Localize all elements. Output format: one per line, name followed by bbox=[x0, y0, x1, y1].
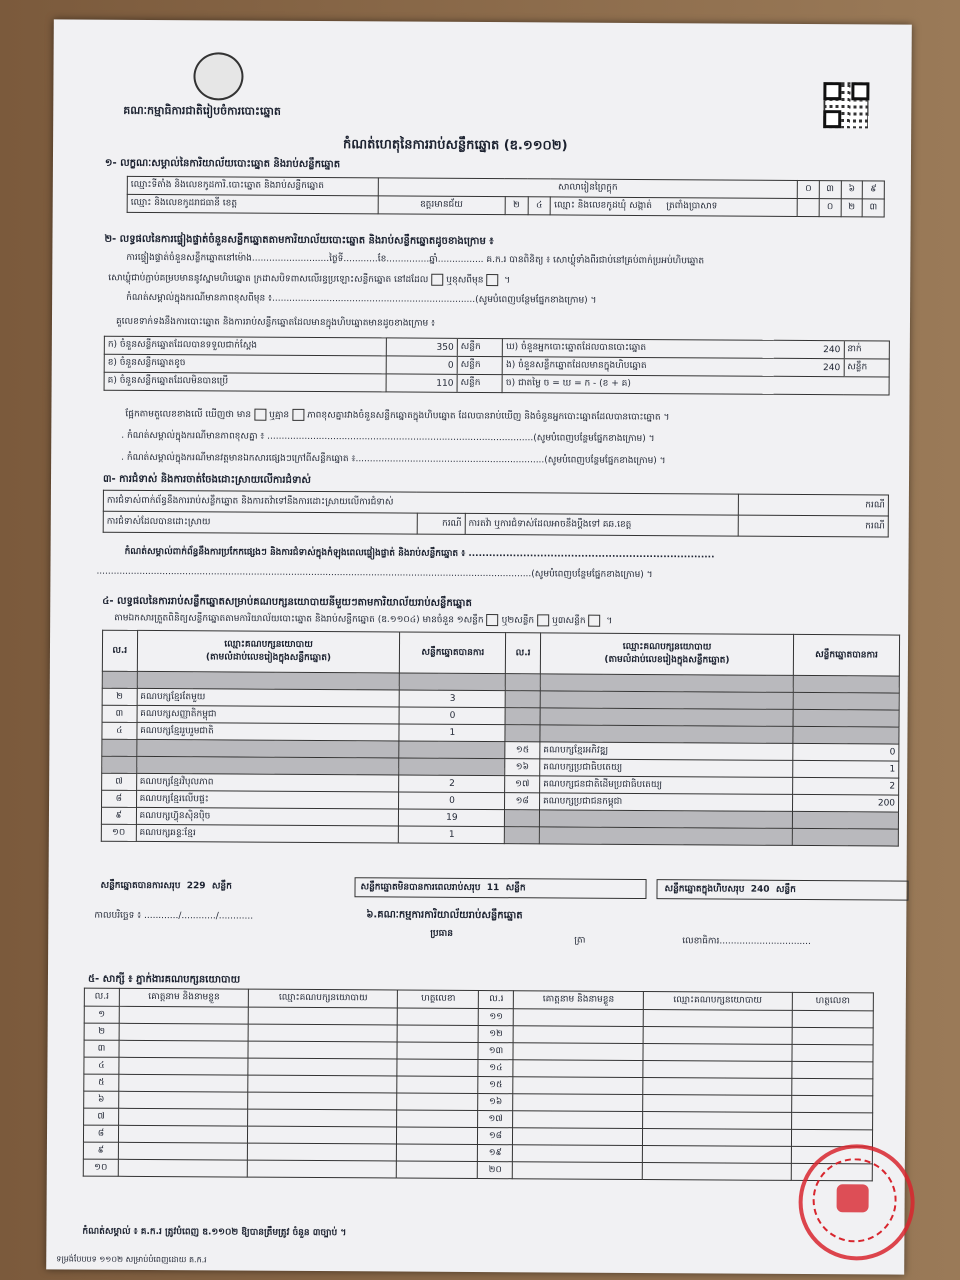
col-votes-header: សន្លឹកឆ្នោតបានការ bbox=[793, 634, 899, 676]
difference-note: . កំណត់សម្គាល់ក្នុងករណីមានភាពខុសគ្នា ៖ .............................................................................................(សូមបំពេញបន្ថែមផ្នែកខាងក្រោម) ។ bbox=[121, 430, 655, 445]
party-name: គណបក្សហ៊្វុនស៊ិនប៉ិច bbox=[136, 807, 399, 826]
party-votes bbox=[793, 675, 899, 693]
party-votes: 1 bbox=[399, 724, 505, 742]
witness-col-party: ឈ្មោះគណបក្សនយោបាយ bbox=[643, 992, 792, 1011]
witness-cell[interactable] bbox=[513, 1162, 643, 1180]
witness-cell[interactable] bbox=[513, 1128, 643, 1146]
form-title: កំណត់ហេតុនៃការរាប់សន្លឹកឆ្នោត (ឌ.១១០២) bbox=[343, 137, 568, 154]
witness-cell[interactable] bbox=[397, 1025, 478, 1042]
commune-label bbox=[551, 197, 798, 217]
row-number bbox=[505, 810, 540, 827]
row-number: ២ bbox=[102, 688, 137, 705]
party-votes bbox=[793, 692, 899, 710]
tally-sheet-text: តាមឯកសារត្រួតពិនិត្យសន្លឹកឆ្នោតតាមការិយាល័យបោះឆ្នោត និងរាប់សន្លឹកឆ្នោត (ឌ.១១០៤) មានចំនួន ១សន្លឹក bbox=[114, 613, 484, 626]
complaint-row-label: ការជំទាស់ពាក់ព័ន្ធនឹងការរាប់សន្លឹកឆ្នោត និងការតវ៉ាទៅនឹងការដោះស្រាយលើការជំទាស់ bbox=[103, 490, 738, 515]
total-valid bbox=[100, 880, 231, 894]
row-number bbox=[506, 674, 541, 691]
witness-no: ១៣ bbox=[478, 1043, 513, 1060]
complaint-case: ករណី bbox=[738, 494, 888, 516]
two-sheets-checkbox[interactable] bbox=[537, 614, 549, 626]
total-in-box bbox=[664, 883, 795, 897]
chair-label: ប្រធាន bbox=[430, 928, 453, 939]
party-votes: 3 bbox=[400, 690, 506, 708]
date-field: កាលបរិច្ឆេទ ៖ ............/............/............ bbox=[94, 910, 254, 922]
section3-title: ៣- ការជំទាស់ និងការចាត់ចែងដោះស្រាយលើការជំទាស់ bbox=[102, 473, 312, 486]
figure-value: 240 bbox=[773, 358, 843, 376]
difference-line bbox=[125, 408, 669, 425]
witness-cell[interactable] bbox=[643, 1044, 792, 1062]
official-seal-center bbox=[837, 1184, 869, 1212]
party-name bbox=[539, 827, 792, 846]
party-votes bbox=[793, 726, 899, 744]
witness-cell[interactable] bbox=[513, 1060, 643, 1078]
party-name bbox=[540, 725, 793, 744]
committee-name: គណៈកម្មាធិការជាតិរៀបចំការបោះឆ្នោត bbox=[123, 103, 281, 118]
row-number: ១៥ bbox=[505, 742, 540, 759]
figure-label: ឃ) ចំនួនអ្នកបោះឆ្នោតដែលបានបោះឆ្នោត bbox=[503, 339, 774, 359]
party-name: គណបក្សខ្មែរវិបុលភាព bbox=[136, 773, 399, 792]
no-difference-text: ឬគ្មាន bbox=[269, 410, 290, 421]
witness-no: ១០ bbox=[83, 1159, 118, 1176]
province-code-digit: ៤ bbox=[528, 197, 551, 215]
commune-code-digit: ៣ bbox=[862, 199, 884, 217]
commune-label-text: ឈ្មោះ និងលេខកូដឃុំ សង្កាត់ bbox=[554, 200, 653, 212]
party-votes bbox=[399, 758, 505, 776]
witness-no: ១៨ bbox=[478, 1128, 513, 1145]
witness-col-sign: ហត្ថលេខា bbox=[792, 992, 873, 1010]
witness-cell[interactable] bbox=[397, 1076, 478, 1093]
changed-checkbox[interactable] bbox=[486, 274, 498, 286]
col-no-header: ល.រ bbox=[506, 633, 541, 674]
party-name: គណបក្សជនជាតិដើមប្រជាធិបតេយ្យ bbox=[540, 776, 793, 795]
witness-cell[interactable] bbox=[397, 1042, 478, 1059]
secretary-label: លេខាធិការ................................ bbox=[682, 936, 811, 948]
figure-value: 0 bbox=[386, 356, 457, 374]
witness-no: ២០ bbox=[478, 1162, 513, 1179]
witness-no: ១៩ bbox=[478, 1145, 513, 1162]
witness-cell[interactable] bbox=[248, 1075, 397, 1093]
seal-check-line: សោឃ្លុំជាប់ភ្ជាប់គម្របមាននូវស្នាមហិបឆ្នោត ក្រដាសបិទពាសលើរន្ធប្រឡោះសន្លឹកឆ្នោត នៅដដែល ឬខុសពីមុន ។ bbox=[108, 273, 511, 286]
party-name: គណបក្សប្រជាធិបតេយ្យ bbox=[540, 759, 793, 778]
row-number: ១៧ bbox=[505, 776, 540, 793]
witness-cell[interactable] bbox=[248, 1041, 397, 1059]
witness-cell[interactable] bbox=[118, 1159, 248, 1177]
witness-cell[interactable] bbox=[513, 1094, 643, 1112]
dispute-note-continued: ........................................................................................................................................................(សូមបំពេញបន្ថែមផ្នែកខាងក្រោម) ។ bbox=[96, 566, 653, 581]
one-sheet-checkbox[interactable] bbox=[487, 614, 499, 626]
changed-text: ឬខុសពីមុន bbox=[446, 275, 484, 286]
witness-cell[interactable] bbox=[513, 1145, 643, 1163]
figure-unit: នាក់ bbox=[844, 341, 890, 359]
witness-col-sign: ហត្ថលេខា bbox=[398, 990, 479, 1008]
witness-cell[interactable] bbox=[249, 1007, 398, 1025]
party-header-text: ឈ្មោះគណបក្សនយោបាយ bbox=[622, 641, 712, 653]
party-name: គណបក្សឆន្ទៈខ្មែរ bbox=[136, 824, 399, 843]
witness-cell[interactable] bbox=[791, 1112, 872, 1129]
figure-label: ក) ចំនួនសន្លឹកឆ្នោតដែលបានទទួលជាក់ស្តែង bbox=[104, 336, 386, 356]
row-number bbox=[505, 708, 540, 725]
witness-no: ២ bbox=[84, 1023, 119, 1040]
row-number bbox=[505, 725, 540, 742]
party-votes: 1 bbox=[399, 826, 505, 844]
commune-value: ត្រពាំងប្រាសាទ bbox=[666, 201, 718, 212]
commune-code-digit: ២ bbox=[841, 199, 863, 217]
difference-desc: ភាពខុសគ្នារវាងចំនួនសន្លឹកឆ្នោតក្នុងហិបឆ្នោត ដែលបានរាប់ឃើញ និងចំនួនអ្នកបោះឆ្នោតដែលបានបោះឆ្នោត ។ bbox=[307, 410, 670, 423]
total-box-value: 240 bbox=[750, 884, 770, 895]
commune-code-digit: ០ bbox=[819, 199, 841, 217]
witness-cell[interactable] bbox=[643, 1078, 792, 1096]
code-digit: ៩ bbox=[863, 181, 885, 199]
witness-cell[interactable] bbox=[119, 1023, 249, 1041]
row-number: ៤ bbox=[102, 722, 137, 739]
figure-formula: ច) ជាតម្លៃ ច = ឃ = ក - (ខ + គ) bbox=[502, 375, 889, 395]
witness-no: ៣ bbox=[84, 1040, 119, 1057]
province-label: ឈ្មោះ និងលេខកូដរាជធានី ខេត្ត bbox=[127, 194, 378, 214]
witness-no: ១១ bbox=[479, 1009, 514, 1026]
difference-has-text: ផ្អែកតាមតួលេខខាងលើ ឃើញថា មាន bbox=[125, 409, 252, 421]
party-votes bbox=[793, 811, 899, 829]
col-votes-header: សន្លឹកឆ្នោតបានការ bbox=[400, 632, 506, 674]
qr-corner bbox=[823, 82, 841, 100]
row-number: ៨ bbox=[102, 790, 137, 807]
witness-no: ៤ bbox=[84, 1057, 119, 1074]
col-party-header bbox=[137, 630, 400, 673]
witness-col-no: ល.រ bbox=[479, 991, 514, 1009]
two-sheets-text: ឬ២សន្លឹក bbox=[501, 615, 535, 626]
col-party-header bbox=[540, 633, 793, 676]
party-votes: 0 bbox=[399, 707, 505, 725]
witness-no: ១២ bbox=[479, 1026, 514, 1043]
section2-title: ២- លទ្ធផលនៃការផ្ទៀងផ្ទាត់ចំនួនសន្លឹកឆ្នោតតាមការិយាល័យបោះឆ្នោត និងរាប់សន្លឹកឆ្នោតដូចខាងក្រោម ៖ bbox=[104, 233, 494, 248]
row-number bbox=[102, 671, 137, 688]
figure-value: 240 bbox=[774, 340, 844, 358]
witness-cell[interactable] bbox=[792, 1078, 873, 1095]
section5-title: ៥- សាក្សី ៖ ភ្នាក់ងារគណបក្សនយោបាយ bbox=[87, 973, 241, 986]
row-number: ១០ bbox=[101, 824, 136, 841]
party-name bbox=[136, 756, 399, 775]
qr-corner bbox=[823, 110, 841, 128]
witness-cell[interactable] bbox=[792, 1010, 873, 1027]
row-number bbox=[102, 739, 137, 756]
difference-note-line: កំណត់សម្គាល់ក្នុងករណីមានភាពខុសពីមុន ៖.......................................................................(សូមបំពេញបន្ថែមផ្នែកខាងក្រោម) ។ bbox=[126, 292, 597, 306]
witness-cell[interactable] bbox=[792, 1027, 873, 1044]
party-name: គណបក្សខ្មែរអភិវឌ្ឍ bbox=[540, 742, 793, 761]
total-invalid-label: សន្លឹកឆ្នោតមិនបានការពេលរាប់សរុប bbox=[360, 882, 481, 894]
row-number: ៧ bbox=[102, 773, 137, 790]
code-digit: ០ bbox=[798, 180, 820, 198]
witness-cell[interactable] bbox=[643, 1061, 792, 1079]
footer-note: កំណត់សម្គាល់ ៖ គ.ក.រ ត្រូវបំពេញ ឌ.១១០២ ឱ្យបានត្រឹមត្រូវ ចំនួន ៣ច្បាប់ ។ bbox=[82, 1226, 347, 1239]
figure-unit: សន្លឹក bbox=[844, 359, 890, 377]
row-number: ៩ bbox=[101, 807, 136, 824]
total-invalid-unit: សន្លឹក bbox=[505, 883, 526, 894]
party-votes: 0 bbox=[399, 792, 505, 810]
figure-label: ខ) ចំនួនសន្លឹកឆ្នោតខូច bbox=[104, 354, 386, 374]
row-number: ៣ bbox=[102, 705, 137, 722]
three-sheets-checkbox[interactable] bbox=[589, 615, 601, 627]
party-name: គណបក្សខ្មែររួបរួមជាតិ bbox=[137, 722, 400, 741]
witness-row bbox=[83, 1159, 872, 1181]
party-results-table bbox=[101, 630, 900, 847]
figure-unit: សន្លឹក bbox=[457, 338, 503, 356]
complaints-table bbox=[103, 490, 889, 538]
party-name bbox=[136, 739, 399, 758]
figure-label: ង) ចំនួនសន្លឹកឆ្នោតដែលមានក្នុងហិបឆ្នោត bbox=[502, 357, 773, 377]
appeal-label: ការតវ៉ា ឬការជំទាស់ដែលអាចនឹងប្តឹងទៅ គឆ.ខេត្ត bbox=[465, 513, 738, 536]
witness-cell[interactable] bbox=[514, 1009, 644, 1027]
figure-label: គ) ចំនួនសន្លឹកឆ្នោតដែលមិនបានប្រើ bbox=[104, 372, 386, 392]
witness-cell[interactable] bbox=[397, 1161, 478, 1178]
party-votes: 2 bbox=[793, 777, 899, 795]
tally-sheet-line: តាមឯកសារត្រួតពិនិត្យសន្លឹកឆ្នោតតាមការិយាល័យបោះឆ្នោត និងរាប់សន្លឹកឆ្នោត (ឌ.១១០៤) មានចំនួន ១សន្លឹក ឬ២សន្លឹក ឬ៣សន្លឹក ។ bbox=[114, 613, 613, 627]
party-name: គណបក្សខ្មែរតែមួយ bbox=[137, 688, 400, 707]
code-digit: ៦ bbox=[841, 181, 863, 199]
counting-committee: ៦.គណៈកម្មការការិយាល័យរាប់សន្លឹកឆ្នោត bbox=[366, 909, 523, 922]
witness-col-name: គោត្តនាម និងនាមខ្លួន bbox=[514, 991, 644, 1010]
row-number bbox=[505, 827, 540, 844]
figure-unit: សន្លឹក bbox=[457, 356, 503, 374]
party-name bbox=[540, 691, 793, 710]
witness-cell[interactable] bbox=[119, 1091, 249, 1109]
dispute-note: កំណត់សម្គាល់ពាក់ព័ន្ធនឹងការប្រកែកផ្សេងៗ និងការជំទាស់ក្នុងកំឡុងពេលផ្ទៀងផ្ទាត់ និងរាប់សន្លឹកឆ្នោត ៖ ........................................................................ bbox=[124, 546, 715, 561]
witness-no: ១៥ bbox=[478, 1077, 513, 1094]
witness-cell[interactable] bbox=[248, 1024, 397, 1042]
total-valid-value: 229 bbox=[186, 881, 206, 892]
row-number bbox=[102, 756, 137, 773]
seal-check-text: សោឃ្លុំជាប់ភ្ជាប់គម្របមាននូវស្នាមហិបឆ្នោត ក្រដាសបិទពាសលើរន្ធប្រឡោះសន្លឹកឆ្នោត នៅដដែល bbox=[108, 273, 429, 286]
ballot-count-form bbox=[46, 19, 912, 1274]
party-name bbox=[540, 708, 793, 727]
witness-col-no: ល.រ bbox=[84, 988, 119, 1006]
witness-cell[interactable] bbox=[643, 1027, 792, 1045]
code-digit: ៣ bbox=[819, 181, 841, 199]
witness-body bbox=[83, 1006, 873, 1181]
row-number: ១៨ bbox=[505, 793, 540, 810]
section1-table bbox=[127, 176, 885, 218]
section1-title: ១- លក្ខណៈសម្គាល់នៃការិយាល័យបោះឆ្នោត និងរាប់សន្លឹកឆ្នោត bbox=[104, 157, 341, 171]
witness-no: ១៦ bbox=[478, 1094, 513, 1111]
other-docs-note: . កំណត់សម្គាល់ក្នុងករណីមានវត្តមានឯកសារផ្សេងៗក្រៅពីសន្លឹកឆ្នោត ៖..................................................................(សូមបំពេញបន្ថែមផ្នែកខាងក្រោម) ។ bbox=[121, 452, 666, 467]
verification-line: ការផ្ទៀងផ្ទាត់ចំនួនសន្លឹកឆ្នោតនៅម៉ោង...........................ថ្ងៃទី............ខែ...............ឆ្នាំ................ គ.ក.រ បានពិនិត្យ ៖ សោឃ្លុំទាំងពីរជាប់នៅគ្រប់ពាក់ប្រអប់ហិបឆ្នោត bbox=[126, 252, 705, 267]
code-digit-empty bbox=[797, 198, 819, 216]
count-figures-table bbox=[104, 336, 890, 396]
witness-cell[interactable] bbox=[397, 1144, 478, 1161]
party-votes: 2 bbox=[399, 775, 505, 793]
witness-no: ១ bbox=[84, 1006, 119, 1023]
witness-cell[interactable] bbox=[642, 1112, 791, 1130]
witness-cell[interactable] bbox=[398, 1008, 479, 1025]
witness-no: ៩ bbox=[83, 1142, 118, 1159]
witness-cell[interactable] bbox=[118, 1125, 248, 1143]
witness-cell[interactable] bbox=[248, 1109, 397, 1127]
witness-cell[interactable] bbox=[248, 1143, 397, 1161]
total-invalid bbox=[360, 881, 525, 895]
row-number: ១៦ bbox=[505, 759, 540, 776]
province-value: ឧត្តរមានជ័យ bbox=[378, 196, 505, 215]
witness-cell[interactable] bbox=[792, 1095, 873, 1112]
witness-cell[interactable] bbox=[119, 1006, 249, 1024]
location-label: ឈ្មោះទីតាំង និងលេខកូដការិ.បោះឆ្នោត និងរាប់សន្លឹកឆ្នោត bbox=[127, 176, 378, 196]
province-code-digit: ២ bbox=[505, 197, 528, 215]
form-footer: ទម្រង់បែបបទ ១១០២ សម្រាប់បំពេញដោយ គ.ក.រ bbox=[56, 1254, 207, 1265]
party-votes bbox=[400, 673, 506, 691]
witness-cell[interactable] bbox=[513, 1043, 643, 1061]
party-header-text: ឈ្មោះគណបក្សនយោបាយ bbox=[224, 639, 313, 650]
witness-cell[interactable] bbox=[514, 1026, 644, 1044]
witness-cell[interactable] bbox=[642, 1129, 791, 1147]
witness-cell[interactable] bbox=[397, 1110, 478, 1127]
witness-cell[interactable] bbox=[513, 1077, 643, 1095]
has-difference-checkbox[interactable] bbox=[254, 409, 266, 421]
col-no-header: ល.រ bbox=[102, 630, 137, 671]
witness-cell[interactable] bbox=[248, 1092, 397, 1110]
appeal-case: ករណី bbox=[738, 515, 888, 537]
party-header-sub: (តាមលំដាប់លេខរៀងក្នុងសន្លឹកឆ្នោត) bbox=[205, 652, 332, 664]
figure-value: 110 bbox=[386, 374, 457, 392]
witness-cell[interactable] bbox=[643, 1010, 792, 1028]
witness-cell[interactable] bbox=[397, 1093, 478, 1110]
resolved-case: ករណី bbox=[417, 513, 465, 534]
witness-cell[interactable] bbox=[792, 1061, 873, 1078]
witness-cell[interactable] bbox=[248, 1160, 397, 1178]
party-votes: 0 bbox=[793, 743, 899, 761]
witness-no: ៦ bbox=[84, 1091, 119, 1108]
figure-value: 350 bbox=[386, 338, 457, 356]
figures-intro: គួលេខទាក់ទងនឹងការបោះឆ្នោត និងការរាប់សន្លឹកឆ្នោតដែលមានក្នុងហិបឆ្នោតមានដូចខាងក្រោម ៖ bbox=[115, 316, 436, 329]
witness-col-party: ឈ្មោះគណបក្សនយោបាយ bbox=[249, 989, 398, 1008]
party-votes bbox=[399, 741, 505, 759]
total-box-unit: សន្លឹក bbox=[775, 884, 796, 895]
nec-emblem-icon bbox=[193, 52, 243, 100]
witness-cell[interactable] bbox=[119, 1040, 249, 1058]
party-votes bbox=[792, 828, 898, 846]
party-name: គណបក្សប្រជាជនកម្ពុជា bbox=[539, 793, 792, 812]
witness-no: ១៤ bbox=[478, 1060, 513, 1077]
total-invalid-value: 11 bbox=[486, 883, 500, 894]
party-header-sub: (តាមលំដាប់លេខរៀងក្នុងសន្លឹកឆ្នោត) bbox=[604, 654, 730, 666]
witness-no: ៧ bbox=[84, 1108, 119, 1125]
witness-cell[interactable] bbox=[118, 1142, 248, 1160]
party-votes: 19 bbox=[399, 809, 505, 827]
witness-cell[interactable] bbox=[119, 1057, 249, 1075]
party-name bbox=[540, 674, 793, 693]
witness-col-name: គោត្តនាម និងនាមខ្លួន bbox=[119, 988, 249, 1007]
witness-cell[interactable] bbox=[642, 1146, 791, 1164]
figures-row bbox=[104, 372, 889, 395]
party-name: គណបក្សខ្មែរលើបផ្ទះ bbox=[136, 790, 399, 809]
party-votes: 200 bbox=[793, 794, 899, 812]
party-votes bbox=[793, 709, 899, 727]
resolved-label: ការជំទាស់ដែលបានដោះស្រាយ bbox=[103, 511, 417, 534]
witness-no: ៨ bbox=[83, 1125, 118, 1142]
location-value: សាលារៀនព្រៃក្តុក bbox=[378, 178, 798, 199]
witness-cell[interactable] bbox=[397, 1127, 478, 1144]
party-row bbox=[101, 824, 898, 846]
witness-cell[interactable] bbox=[119, 1108, 249, 1126]
section4-title: ៤- លទ្ធផលនៃការរាប់សន្លឹកឆ្នោតសម្រាប់គណបក្សនយោបាយនីមួយៗតាមការិយាល័យរាប់សន្លឹកឆ្នោត bbox=[102, 595, 472, 609]
qr-corner bbox=[851, 82, 869, 100]
witness-cell[interactable] bbox=[792, 1044, 873, 1061]
figure-unit: សន្លឹក bbox=[457, 374, 503, 392]
witness-cell[interactable] bbox=[397, 1059, 478, 1076]
witness-cell[interactable] bbox=[248, 1058, 397, 1076]
total-box-label: សន្លឹកឆ្នោតក្នុងហិបសរុប bbox=[664, 884, 745, 895]
party-name bbox=[137, 671, 400, 690]
unchanged-checkbox[interactable] bbox=[431, 274, 443, 286]
witness-cell[interactable] bbox=[513, 1111, 643, 1129]
party-results-body bbox=[101, 671, 899, 846]
total-valid-unit: សន្លឹក bbox=[211, 881, 232, 892]
no-difference-checkbox[interactable] bbox=[292, 409, 304, 421]
witness-cell[interactable] bbox=[642, 1163, 791, 1181]
party-name bbox=[539, 810, 792, 829]
witness-cell[interactable] bbox=[643, 1095, 792, 1113]
witness-no: ១៧ bbox=[478, 1111, 513, 1128]
witness-cell[interactable] bbox=[248, 1126, 397, 1144]
three-sheets-text: ឬ៣សន្លឹក bbox=[552, 615, 586, 627]
total-valid-label: សន្លឹកឆ្នោតបានការសរុប bbox=[100, 880, 181, 892]
witness-no: ៥ bbox=[84, 1074, 119, 1091]
party-votes: 1 bbox=[793, 760, 899, 778]
member-label: ត្រា bbox=[574, 935, 586, 946]
witness-cell[interactable] bbox=[119, 1074, 249, 1092]
row-number bbox=[505, 691, 540, 708]
party-name: គណបក្សសញ្ញាតិកម្ពុជា bbox=[137, 705, 400, 724]
witness-table bbox=[83, 988, 874, 1182]
